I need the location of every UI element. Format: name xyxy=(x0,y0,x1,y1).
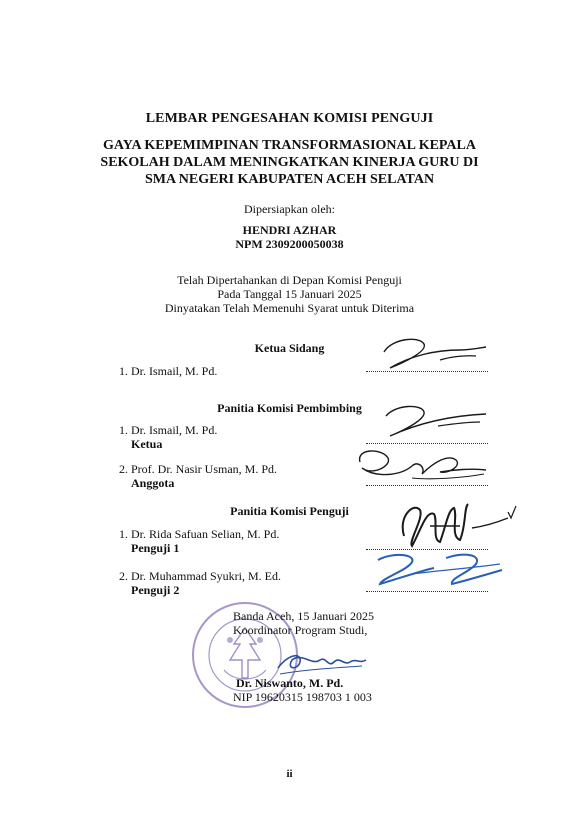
member-pembimbing-2 xyxy=(119,462,277,490)
page-title: LEMBAR PENGESAHAN KOMISI PENGUJI xyxy=(145,111,434,126)
section-heading-ketua-sidang: Ketua Sidang xyxy=(254,341,325,355)
place-date: Banda Aceh, 15 Januari 2025 xyxy=(233,609,374,623)
member-role: Penguji 1 xyxy=(131,541,180,555)
member-name: 1. Dr. Rida Safuan Selian, M. Pd. xyxy=(119,527,280,541)
section-heading-pembimbing: Panitia Komisi Pembimbing xyxy=(217,401,362,415)
coordinator-nip: NIP 19620315 198703 1 003 xyxy=(233,690,372,704)
member-name: 1. Dr. Ismail, M. Pd. xyxy=(119,364,218,378)
signature-penguji-2 xyxy=(372,548,512,592)
member-name: 2. Prof. Dr. Nasir Usman, M. Pd. xyxy=(119,462,277,476)
author-npm: NPM 2309200050038 xyxy=(235,237,344,251)
defense-line-1: Telah Dipertahankan di Depan Komisi Penguji xyxy=(177,273,402,287)
defense-statement xyxy=(0,273,579,315)
member-penguji-2 xyxy=(119,569,281,597)
thesis-title xyxy=(0,137,579,188)
author-name: HENDRI AZHAR xyxy=(242,223,337,237)
member-role: Anggota xyxy=(131,476,175,490)
coordinator-name: Dr. Niswanto, M. Pd. xyxy=(236,676,344,690)
thesis-title-line-2: SEKOLAH DALAM MENINGKATKAN KINERJA GURU DI xyxy=(100,155,479,170)
member-pembimbing-1 xyxy=(119,423,217,451)
signature-penguji-1 xyxy=(390,496,520,552)
thesis-title-line-1: GAYA KEPEMIMPINAN TRANSFORMASIONAL KEPALA xyxy=(103,138,476,153)
defense-line-2: Pada Tanggal 15 Januari 2025 xyxy=(217,287,362,301)
signature-pembimbing-2 xyxy=(352,444,492,488)
member-role: Penguji 2 xyxy=(131,583,180,597)
member-penguji-1 xyxy=(119,527,279,555)
signature-coordinator xyxy=(272,640,372,680)
coordinator-title: Koordinator Program Studi, xyxy=(233,623,368,637)
section-heading-penguji: Panitia Komisi Penguji xyxy=(230,504,349,518)
prepared-by-label: Dipersiapkan oleh: xyxy=(244,202,335,216)
member-ketua-sidang-1 xyxy=(119,364,217,378)
member-name: 1. Dr. Ismail, M. Pd. xyxy=(119,423,218,437)
author-block xyxy=(0,223,579,251)
page-number: ii xyxy=(286,768,293,780)
member-role: Ketua xyxy=(131,437,163,451)
signature-pembimbing-1 xyxy=(382,402,492,442)
thesis-title-line-3: SMA NEGERI KABUPATEN ACEH SELATAN xyxy=(144,172,435,187)
defense-line-3: Dinyatakan Telah Memenuhi Syarat untuk Diterima xyxy=(164,301,415,315)
member-name: 2. Dr. Muhammad Syukri, M. Ed. xyxy=(119,569,281,583)
signature-ketua-sidang xyxy=(380,330,490,375)
